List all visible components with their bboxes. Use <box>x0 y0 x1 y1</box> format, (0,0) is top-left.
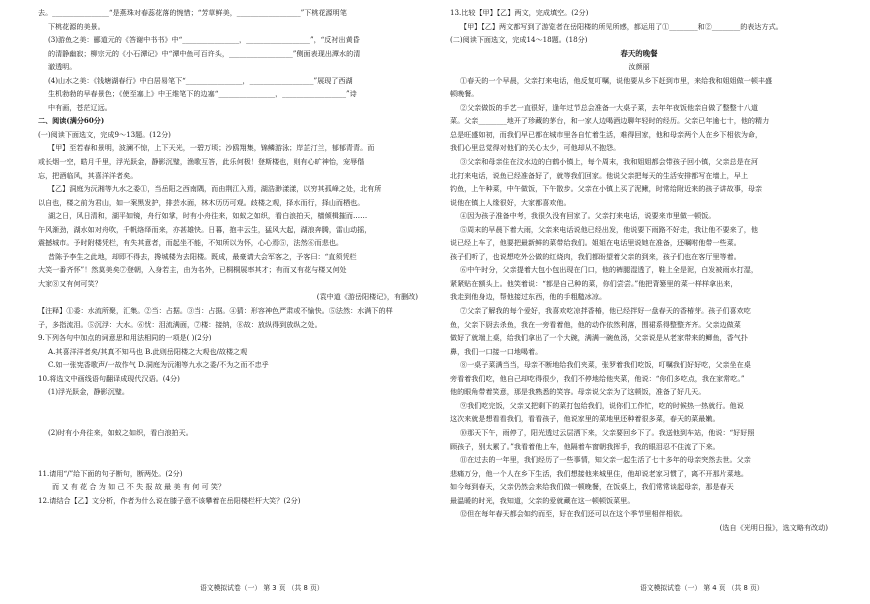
page-3-line: 下桃花源的美景。 <box>48 21 105 31</box>
page-4-line: ⑦父亲了解我的每个爱好，我喜欢吃凉拌香椿，他已经拌好一盘春天的香椿芽。孩子们喜欢吃 <box>460 306 751 316</box>
page-3-line: 湖之日，风日清和，湖平如镜，舟行如掌，时有小舟往来，如蚁之如织，看白浪拍天，樯倾楫摧而…… <box>48 211 368 221</box>
page-4-line: 北打来电话，说鱼已经准备好了，就等我们回家。他说父亲把每天的生活安排都写在墙上，早上 <box>450 170 748 180</box>
page-3-line: 二、阅读(满分60分) <box>38 116 105 126</box>
page-3-line: A.其喜洋洋者矣/其真不知马也 B.此则岳阳楼之大观也/故楼之观 <box>48 346 248 356</box>
page-4-line: 旁看着我们吃，他自己却吃得很少，我们不停地给他夹菜，他说：“你们多吃点，我在家常吃。” <box>450 373 745 383</box>
page-4-line: 春天的晚餐 <box>620 48 658 58</box>
page-4-line: ⑫但在每年春天都会如约而至，好在我们还可以在这个季节里相伴相依。 <box>460 509 687 519</box>
page-3-line: (1)浮光跃金，静影沉璧。 <box>48 387 129 397</box>
page-3-line: 午风渐劲，湖水如对舟吹，千帆络绎而来，亦甚雄快。日暮，抱丰云生，猛风大起，湖浪奔腾，雷山动摇， <box>38 224 372 234</box>
page-3-line <box>38 440 418 454</box>
page-4-column <box>450 6 828 534</box>
page-4-line: 说已经上车了，他要把最新鲜的菜带给我们。姐姐在电话里说她在准备，还嘱咐他带一些菜。 <box>450 238 741 248</box>
page-4-line: ④因为孩子准备中考，我很久没有回家了。父亲打来电话，说要来市里做一顿饭。 <box>460 211 716 221</box>
page-3-line: 震撼城市。予时附楼凭栏，有失其意者，而起坐不能，不知所以为怀，心心焉⑤，法然⑥而悲也。 <box>38 238 344 248</box>
page-3-line: (2)时有小舟往来，如蚁之如织，看白浪拍天。 <box>48 427 193 437</box>
page-3-column <box>38 6 418 507</box>
page-4-line: (选自《光明日报》，选文略有改动) <box>719 522 828 532</box>
page-4-line: 紧紧贴在额头上。他笑着说：“都是自己种的菜，你们尝尝。”他把背篓里的菜一样样拿出来， <box>450 278 738 288</box>
page-3-line: (袁中道《游岳阳楼记》，有删改) <box>316 292 418 302</box>
page-4-line: 如今每到春天，父亲仍然会来给我们做一顿晚餐，在饭桌上，我们常常谈起母亲，那是春天 <box>450 482 734 492</box>
page-3-line: 澈透明。 <box>48 62 77 72</box>
page-3-line <box>38 412 418 426</box>
page-4-line: 13.比较【甲】【乙】两文，完成填空。(2分) <box>450 8 589 17</box>
page-4-line: 我走到他身边，帮他接过东西，他的手粗糙冰凉。 <box>450 292 607 302</box>
page-3-line: 生机勃勃的早春景色；《使至塞上》中王维笔下的边塞“________________，__________________”诗 <box>48 89 357 99</box>
page-3-line: 【甲】至若春和景明，波澜不惊，上下天光，一碧万顷；沙鸥翔集，锦鳞游泳；岸芷汀兰，郁郁青青。而 <box>48 143 375 153</box>
page-3-line: (4)山水之美：《钱塘湖春行》中白居易笔下“________________，__________________”展现了西湖 <box>48 75 353 85</box>
page-3-line: 10.将选文中画线语句翻译成现代汉语。(4分) <box>38 373 180 383</box>
page-3-line <box>38 453 418 467</box>
page-3-line: 子，多指流泪。⑤沉浮：大水。⑥忧：泪流满面，⑦楼：接纳，⑧故：放纵得到放纵之处。 <box>38 319 322 329</box>
page-4-line: ⑨我们吃完饭，父亲又把剩下的菜打包给我们，说你们工作忙，吃的时候热一热就行。他说 <box>460 400 744 410</box>
page-4-line: 总是旺盛如初，而我们早已都在城市里各自忙着生活，难得回家，他和母亲两个人在乡下相依为命， <box>450 129 763 139</box>
page-4-line: ⑤周末的早晨下着大雨，父亲来电话说他已经出发，他说要下雨路不好走，我让他不要来了，他 <box>460 224 758 234</box>
page-3-line: 以自也，楼之前为君山，如一案黑发护，排芸水面，林木历历可观。歧楼之观，择水而行，择山而栖也。 <box>38 197 365 207</box>
page-3-line: 12.请结合【乙】文分析，作者为什么说在膝子意不该攀着在岳阳楼栏杆大笑？(2分) <box>38 495 301 505</box>
page-4-line: ③父亲和母亲住在汶水边的白鹤小镇上，每个周末，我和姐姐都会带孩子回小镇，父亲总是在河 <box>460 157 758 167</box>
page-3-line: 去。________________“是燕珠对春蕊花落的惋惜；“芳草鲜美，__________________”下桃花源明笔 <box>38 8 347 17</box>
page-4-line: ⑥中午时分，父亲提着大包小包出现在门口，他的裤腿湿透了，鞋上全是泥，白发被雨水打湿， <box>460 265 758 275</box>
page-3-line <box>38 399 418 413</box>
page-3-line: 忘，把酒临风，其喜洋洋者矣。 <box>38 170 138 180</box>
page-3-line: 大家⑧又有何可笑？ <box>38 278 102 288</box>
page-3-line: 或长烟一空，皓月千里，浮光跃金，静影沉璧，渔歌互答，此乐何极！登斯楼也，则有心旷神怡，宠辱偕 <box>38 157 365 167</box>
page-3-line: 【注释】①委：水流所聚，汇集。②当：占据。③当：占据。④猜：形容神色严肃或不愉快。⑤法然：水满下的样 <box>38 306 393 316</box>
page-4-line: 他的眼角带着笑意，那是我熟悉的笑容。母亲说父亲为了这顿饭，准备了好几天。 <box>450 387 706 397</box>
page-3-line: 【乙】洞庭为沅湘等九水之委①，当岳阳之西南隅，而由荆江入焉，湖浩渺漾漾，以穷其孤峰之处，北有所 <box>48 184 382 194</box>
page-3-line: (一)阅读下面选文，完成9～13题。(12分) <box>38 129 171 139</box>
page-4-line: 顿晚餐。 <box>450 89 479 99</box>
page-4-line: ②父亲做饭的手艺一直很好，逢年过节总会准备一大桌子菜，去年年夜饭他亲自做了整整十八道 <box>460 102 758 112</box>
page-4-line: ⑩那天下午，雨停了，阳光透过云层洒下来，父亲要回乡下了。我送他到车站，他说：“好好照 <box>460 427 755 437</box>
page-4-line: 顾孩子，别太累了。”我看着他上车，他隔着车窗朝我挥手，我的眼泪忍不住流了下来。 <box>450 441 720 451</box>
page-4-line: 悲痛万分，他一个人在乡下生活，我们想接他来城里住，他却说老家习惯了，离不开那片菜地。 <box>450 468 748 478</box>
page-3-line: 而 又 有 花 合 为 如 己 不 失 报 故 最 美 有 何 可 笑？ <box>52 482 226 492</box>
page-4-line: ⑧一桌子菜满当当，母亲不断地给我们夹菜，张罗着我们吃饭，叮嘱我们好好吃，父亲坐在桌 <box>460 360 751 370</box>
page-4-line: 我们心里总觉得对他们的关心太少，可他却从不抱怨。 <box>450 143 621 153</box>
page-4-line: 孩子们听了，也说想吃外公做的红烧肉，我们都盼望着父亲的到来，孩子们也在客厅里等着。 <box>450 251 741 261</box>
page-3-line: 9.下列各句中加点的词意思和用法相同的一项是( )(2分) <box>38 333 212 343</box>
page-3-line: 昔陈予李生之此地，却即不得去，搀城楼为去阳楼。既成，最豪请大会军客之，予客曰：“直须凭栏 <box>48 251 357 261</box>
page-4-line: ⑪在过去的一年里，我们经历了一些事情，知父亲一起生活了七十多年的母亲突然去世。父亲 <box>460 455 751 465</box>
page-3-line: 大笑一番齐怀”！然莫美矣⑦登朝，入身若主，由为名外，已桐桐展率其才；有而又有花与楼又何处 <box>38 265 347 275</box>
page-3-line: 中有画，苍茫辽远。 <box>48 102 112 112</box>
page-4-line: 鼻，我们一口接一口地喝着。 <box>450 346 543 356</box>
page-3-line: (3)游鱼之美：郦道元的《答谢中书书》中“________________，__________________”，“反衬出黄昏 <box>48 35 360 45</box>
page-4-line: 【甲】【乙】两文都写到了游览者在岳阳楼的所见所感，都运用了①________和②________的表达方式。 <box>460 21 783 31</box>
page-3-line: 11.请用“/”给下面的句子断句，断两处。(2分) <box>38 468 183 478</box>
page-4-line: (二)阅读下面选文，完成14～18题。(18分) <box>450 35 588 45</box>
page-4-line: 最温暖的时光，我知道，父亲的爱就藏在这一顿顿饭菜里。 <box>450 495 635 505</box>
page-4-line: 说他在镇上人缘很好，大家都喜欢他。 <box>450 197 571 207</box>
page-4-line: 做好了就端上桌，给我们拿出了一个大碗，满满一碗鱼汤，父亲说是从老家带来的鲫鱼，香气扑 <box>450 333 748 343</box>
page-4-line: 钓鱼，上午种菜，中午做饭，下午散步。父亲在小镇上买了泥鳅，时常给附近来的孩子讲故事，母亲 <box>450 184 763 194</box>
page-3-line: 的清静幽寂；柳宗元的《小石潭记》中“潭中鱼可百许头，__________________”侧面表现出潭水的清 <box>48 48 361 58</box>
page-4-line: ①春天的一个早晨，父亲打来电话，他反复叮嘱，说他要从乡下赶到市里，来给我和姐姐做一顿丰盛 <box>460 75 773 85</box>
page-4-line: 这次来就是想看看我们，看看孩子，他说家里的菜地里还种着很多菜，春天的菜最嫩。 <box>450 414 720 424</box>
page-4-footer: 语文模拟试卷（一） 第 4 页 （共 8 页） <box>640 584 764 592</box>
page-4-line: 鱼，父亲下厨去杀鱼，我在一旁看着他，他的动作依然利落，围裙系得整整齐齐。父亲边做菜 <box>450 319 741 329</box>
page-3-footer: 语文模拟试卷（一） 第 3 页 （共 8 页） <box>200 584 324 592</box>
page-4-line: 菜。父亲________地开了珍藏的茅台，和一家人边喝酒边聊年轻时的经历。父亲已年逾七十，他的精力 <box>450 116 770 126</box>
page-3-line: C.如一张宪香歌声/一故作气 D.洞庭为沅湘等九水之委/不为之而不忠乎 <box>48 360 269 370</box>
page-4-line: 汝颜丽 <box>628 62 650 72</box>
